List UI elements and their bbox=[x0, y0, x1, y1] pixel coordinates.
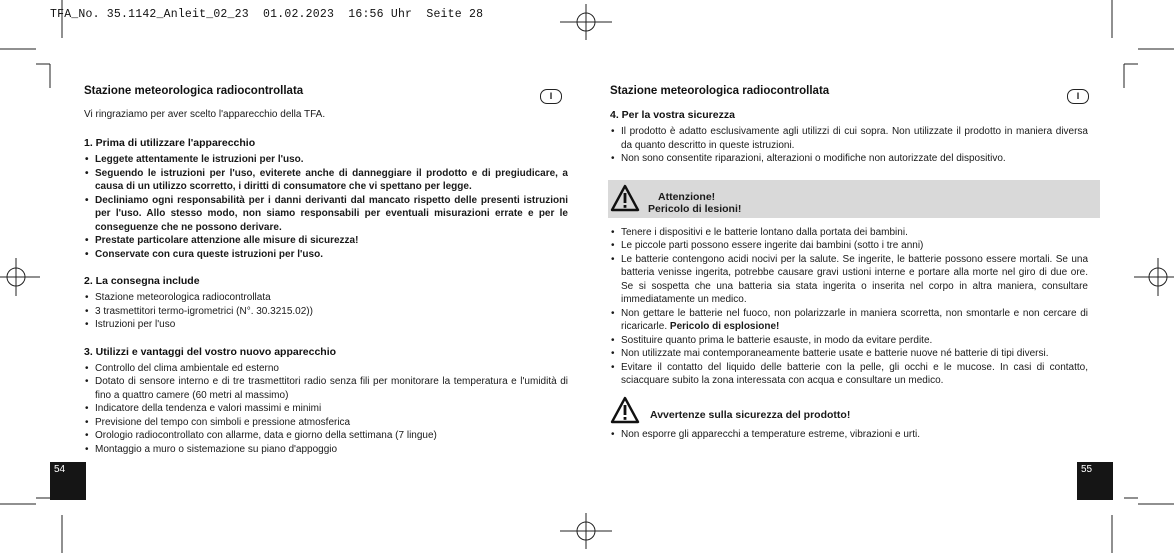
warning-box bbox=[608, 180, 1100, 218]
list-item: • Montaggio a muro o sistemazione su piano d'appoggio bbox=[84, 443, 568, 457]
advice-list bbox=[610, 428, 1088, 442]
page-number: 54 bbox=[50, 462, 86, 500]
list-item: • Non esporre gli apparecchi a temperature estreme, vibrazioni e urti. bbox=[610, 428, 1088, 442]
list-item: • Previsione del tempo con simboli e pressione atmosferica bbox=[84, 416, 568, 430]
list-item: • Tenere i dispositivi e le batterie lontano dalla portata dei bambini. bbox=[610, 226, 1088, 240]
list-item: • Le piccole parti possono essere ingerite dai bambini (sotto i tre anni) bbox=[610, 239, 1088, 253]
product-safety-title: Avvertenze sulla sicurezza del prodotto! bbox=[650, 408, 851, 421]
section-heading: 2. La consegna include bbox=[84, 275, 200, 287]
list-item: • Non utilizzate mai contemporaneamente batterie usate e batterie nuove né batterie di tipi diversi. bbox=[610, 347, 1088, 361]
list-item: • Controllo del clima ambientale ed esterno bbox=[84, 362, 568, 376]
warning-icon bbox=[610, 184, 640, 212]
intro-text: Vi ringraziamo per aver scelto l'apparecchio della TFA. bbox=[84, 109, 326, 120]
list-item: • Indicatore della tendenza e valori massimi e minimi bbox=[84, 402, 568, 416]
warning-list bbox=[610, 226, 1088, 388]
section-heading: 4. Per la vostra sicurezza bbox=[610, 109, 735, 121]
explosion-text: Non gettare le batterie nel fuoco, non polarizzarle in maniera scorretta, non smontarle e non cercare di ricaricarle. bbox=[621, 307, 1088, 332]
right-page bbox=[610, 85, 1088, 455]
list-item: • Istruzioni per l'uso bbox=[84, 318, 568, 332]
language-badge: I bbox=[540, 89, 562, 104]
list-item: • Leggete attentamente le istruzioni per l'uso. bbox=[84, 153, 568, 167]
warning-icon bbox=[610, 396, 640, 424]
page-title: Stazione meteorologica radiocontrollata bbox=[84, 85, 304, 97]
page-number: 55 bbox=[1077, 462, 1113, 500]
section-list bbox=[84, 291, 568, 332]
list-item: • Evitare il contatto del liquido delle batterie con la pelle, gli occhi e le mucose. In casi di contatto, sciacquare subito la zona interessata con acqua e consultare un medico. bbox=[610, 361, 1088, 388]
list-item bbox=[610, 307, 1088, 334]
list-item: • Decliniamo ogni responsabilità per i danni derivanti dal mancato rispetto delle presenti istruzioni per l'uso. Allo stesso modo, non siamo responsabili per eventuali misurazioni errate e per le conseguenze che ne possono derivare. bbox=[84, 194, 568, 235]
section-list bbox=[84, 362, 568, 457]
list-item: • Seguendo le istruzioni per l'uso, eviterete anche di danneggiare il prodotto e di pregiudicare, a causa di un utilizzo scorretto, i diritti di consumatore che vi spettano per legge. bbox=[84, 167, 568, 194]
list-item: • Conservate con cura queste istruzioni per l'uso. bbox=[84, 248, 568, 262]
list-item: • Le batterie contengono acidi nocivi per la salute. Se ingerite, le batterie possono essere mortali. Se una batteria venisse ingerita, potrebbe causare gravi ustioni interne e portare alla morte nel giro di due ore. Se si sospetta che una batteria sia stata ingerita o inserita nel corpo in altra maniera, consultare immediatamente un medico. bbox=[610, 253, 1088, 307]
list-item: • 3 trasmettitori termo-igrometrici (N°. 30.3215.02)) bbox=[84, 305, 568, 319]
list-item: • Il prodotto è adatto esclusivamente agli utilizzi di cui sopra. Non utilizzate il prodotto in maniera diversa da quanto descritto in queste istruzioni. bbox=[610, 125, 1088, 152]
warning-subtitle: Pericolo di lesioni! bbox=[648, 202, 742, 215]
left-page bbox=[84, 85, 568, 470]
list-item: • Orologio radiocontrollato con allarme, data e giorno della settimana (7 lingue) bbox=[84, 429, 568, 443]
section-heading: 3. Utilizzi e vantaggi del vostro nuovo apparecchio bbox=[84, 345, 337, 358]
page-title: Stazione meteorologica radiocontrollata bbox=[610, 85, 830, 97]
warning-title: Attenzione! bbox=[658, 190, 716, 203]
list-item: • Non sono consentite riparazioni, alterazioni o modifiche non autorizzate del dispositivo. bbox=[610, 152, 1088, 166]
print-slug: TFA_No. 35.1142_Anleit_02_23 01.02.2023 16:56 Uhr Seite 28 bbox=[50, 8, 484, 21]
section-heading: 1. Prima di utilizzare l'apparecchio bbox=[84, 137, 256, 149]
section-list bbox=[84, 153, 568, 261]
list-item: • Stazione meteorologica radiocontrollata bbox=[84, 291, 568, 305]
explosion-warning: Pericolo di esplosione! bbox=[669, 321, 780, 332]
language-badge: I bbox=[1067, 89, 1089, 104]
list-item: • Prestate particolare attenzione alle misure di sicurezza! bbox=[84, 234, 568, 248]
section-list bbox=[610, 125, 1088, 166]
warning-text bbox=[648, 191, 741, 215]
list-item: • Dotato di sensore interno e di tre trasmettitori radio senza fili per monitorare la temperatura e l'umidità di fino a quattro camere (60 metri al massimo) bbox=[84, 375, 568, 402]
list-item: • Sostituire quanto prima le batterie esauste, in modo da evitare perdite. bbox=[610, 334, 1088, 348]
product-safety-header bbox=[610, 396, 1088, 428]
